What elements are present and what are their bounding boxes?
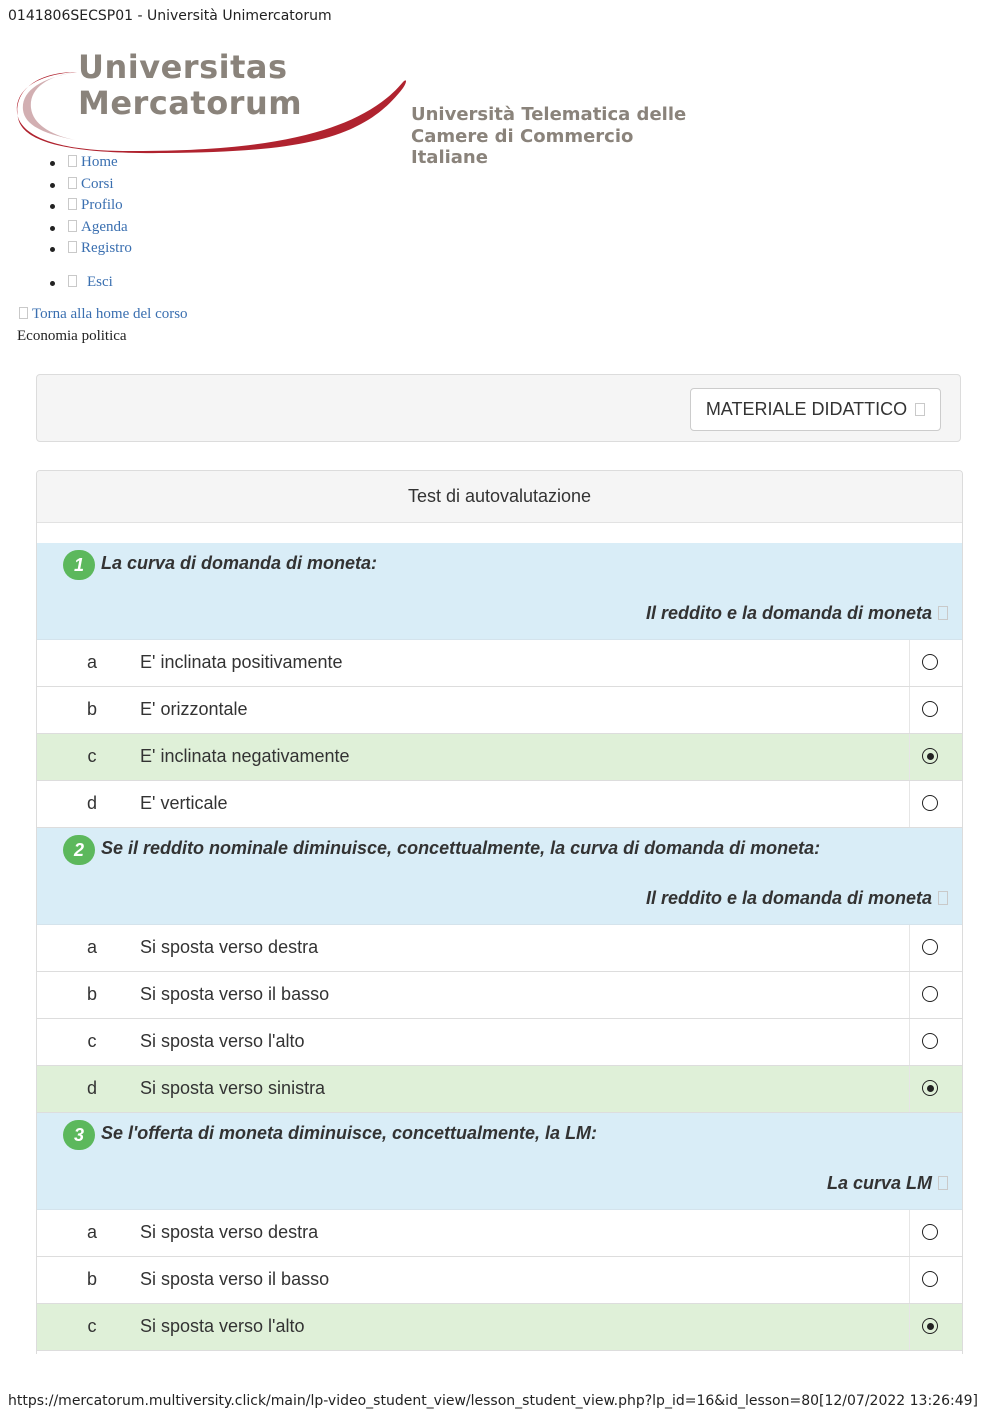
option-text: Si sposta verso destra [140,937,319,957]
question-topic-label: Il reddito e la domanda di moneta [645,888,932,908]
question-number-badge: 3 [63,1120,95,1150]
topic-link-icon[interactable] [938,891,948,905]
question-topic [646,603,948,624]
question-text: La curva di domanda di moneta: [101,553,378,573]
test-title: Test di autovalutazione [37,471,962,523]
nav-label-profilo: Profilo [81,197,123,214]
question-topic [646,888,948,909]
option-text: E' inclinata negativamente [140,746,350,766]
answer-option[interactable] [37,925,962,972]
radio-cell [909,1304,962,1350]
nav-label-registro: Registro [81,240,132,257]
toolbar [36,374,961,442]
option-letter: c [87,1031,97,1051]
answer-option[interactable] [37,1210,962,1257]
option-text: Si sposta verso destra [140,1222,319,1242]
option-text: E' orizzontale [140,699,248,719]
question-topic [827,1173,948,1194]
option-letter: c [87,1316,97,1336]
home-icon [68,155,77,167]
topic-link-icon[interactable] [938,606,948,620]
question-header [37,543,962,640]
answer-option[interactable] [37,972,962,1019]
option-letter: a [86,1222,97,1242]
option-letter: b [86,984,97,1004]
main-nav [50,152,132,294]
logout-label: Esci [87,273,113,290]
radio-selected[interactable] [922,1080,938,1096]
print-header: 0141806SECSP01 - Università Unimercatorum [8,8,332,24]
option-text: Si sposta verso sinistra [140,1078,326,1098]
answer-option[interactable] [37,687,962,734]
nav-link-profilo[interactable] [68,197,123,213]
radio-cell [909,781,962,827]
topic-link-icon[interactable] [938,1176,948,1190]
materiale-didattico-button[interactable] [690,388,941,431]
radio-cell [909,972,962,1018]
option-text: Si sposta verso il basso [140,1269,330,1289]
question-list [37,543,962,1351]
radio-unselected[interactable] [922,795,938,811]
radio-unselected[interactable] [922,701,938,717]
radio-cell [909,925,962,971]
answer-option[interactable] [37,1066,962,1113]
question-number-badge: 2 [63,835,95,865]
radio-cell [909,640,962,686]
user-icon [68,198,77,210]
option-letter: b [86,1269,97,1289]
caret-icon [915,403,925,416]
print-footer: https://mercatorum.multiversity.click/main/lp-video_student_view/lesson_student_view.php?lp_id=16&id_lesson=80[12/07/2022 13:26:49] [8,1393,978,1409]
question-header [37,1113,962,1210]
option-letter: b [86,699,97,719]
logo-subtitle-2: Camere di Commercio Italiane [411,126,634,168]
option-text: E' inclinata positivamente [140,652,343,672]
radio-unselected[interactable] [922,654,938,670]
nav-link-corsi[interactable] [68,176,114,192]
radio-cell [909,1066,962,1112]
answer-option[interactable] [37,781,962,828]
logout-link[interactable] [68,274,113,290]
nav-item-home [50,152,132,174]
radio-unselected[interactable] [922,1033,938,1049]
back-link-label: Torna alla home del corso [32,306,188,322]
calendar-icon [68,220,77,232]
question-topic-label: Il reddito e la domanda di moneta [645,603,932,623]
question-topic-label: La curva LM [826,1173,932,1193]
option-text: E' verticale [140,793,228,813]
question-number-badge: 1 [63,550,95,580]
nav-item-corsi [50,174,132,196]
option-text: Si sposta verso l'alto [140,1031,305,1051]
nav-label-home: Home [81,154,118,170]
logo-text-universitas: Universitas [78,48,288,86]
option-text: Si sposta verso l'alto [140,1316,305,1336]
answer-option[interactable] [37,734,962,781]
radio-unselected[interactable] [922,1271,938,1287]
nav-label-agenda: Agenda [81,218,128,235]
option-letter: d [86,1078,97,1098]
radio-selected[interactable] [922,1318,938,1334]
answer-option[interactable] [37,1257,962,1304]
logo-text-mercatorum: Mercatorum [78,84,303,122]
nav-item-agenda [50,217,132,239]
nav-item-profilo [50,195,132,217]
option-letter: a [86,652,97,672]
radio-selected[interactable] [922,748,938,764]
self-assessment-panel [36,470,963,1354]
answer-option[interactable] [37,1304,962,1351]
radio-unselected[interactable] [922,939,938,955]
option-letter: c [87,746,97,766]
radio-cell [909,687,962,733]
register-icon [68,241,77,253]
nav-item-registro [50,238,132,260]
nav-link-home[interactable] [68,154,118,170]
course-title: Economia politica [17,328,127,344]
radio-unselected[interactable] [922,1224,938,1240]
radio-cell [909,1019,962,1065]
materiale-didattico-label: MATERIALE DIDATTICO [705,399,908,419]
logo-subtitle-1: Università Telematica delle [411,104,687,125]
logout-icon [68,275,77,287]
option-text: Si sposta verso il basso [140,984,330,1004]
nav-link-registro[interactable] [68,240,132,256]
radio-cell [909,1210,962,1256]
back-to-course-link[interactable] [19,306,188,323]
option-letter: d [86,793,97,813]
radio-unselected[interactable] [922,986,938,1002]
question-text: Se il reddito nominale diminuisce, concettualmente, la curva di domanda di moneta: [101,838,821,858]
option-letter: a [86,937,97,957]
nav-item-logout [50,272,132,294]
nav-label-corsi: Corsi [81,175,114,192]
question-header [37,828,962,925]
answer-option[interactable] [37,1019,962,1066]
courses-icon [68,177,77,189]
answer-option[interactable] [37,640,962,687]
arrow-left-icon [19,307,28,319]
nav-link-agenda[interactable] [68,219,128,235]
radio-cell [909,734,962,780]
radio-cell [909,1257,962,1303]
question-text: Se l'offerta di moneta diminuisce, concettualmente, la LM: [101,1123,598,1143]
